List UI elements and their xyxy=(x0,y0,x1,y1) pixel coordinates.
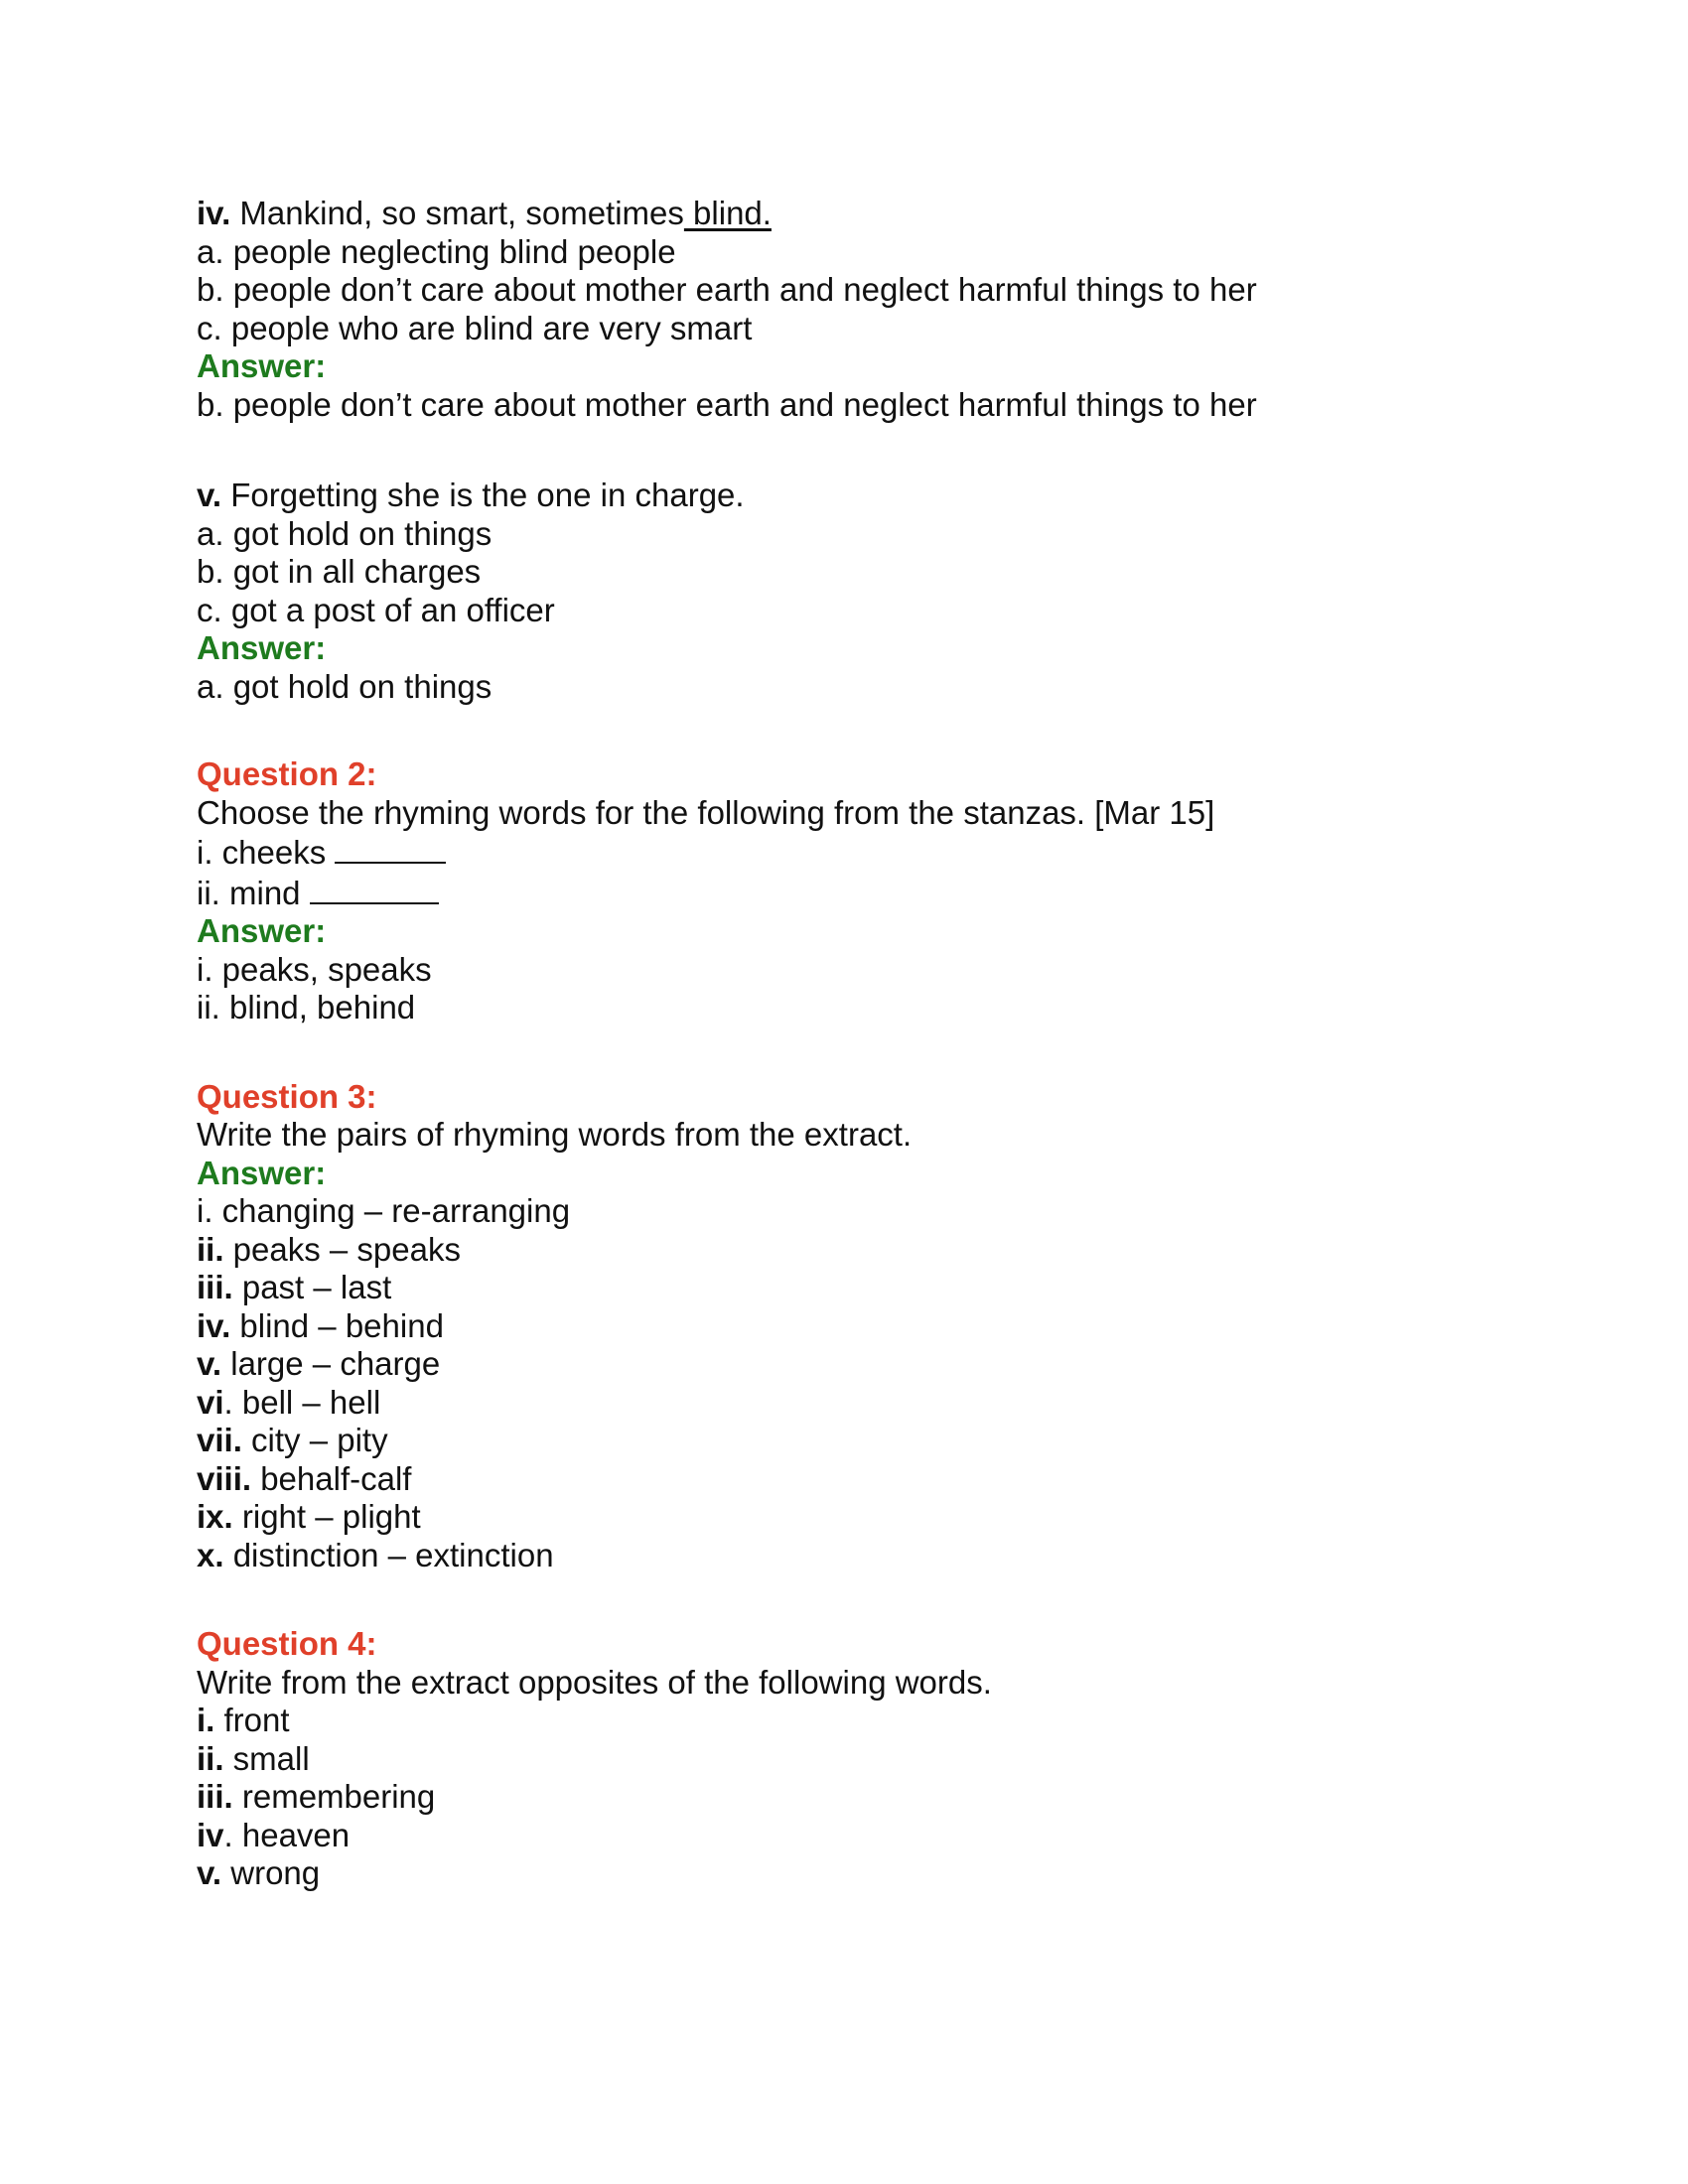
answer-label: Answer: xyxy=(197,912,327,949)
question-prompt: Write the pairs of rhyming words from the extract. xyxy=(197,1116,913,1153)
answer-text: a. got hold on things xyxy=(197,667,492,705)
answer-label: Answer: xyxy=(197,629,327,666)
answer-text: b. people don’t care about mother earth and neglect harmful things to her xyxy=(197,385,1257,423)
stem-text: Mankind, so smart, sometimes xyxy=(230,195,684,231)
pair-text: distinction – extinction xyxy=(223,1536,554,1573)
question-prompt: Write from the extract opposites of the following words. xyxy=(197,1663,992,1701)
fill-in-item xyxy=(197,832,1567,873)
rhyme-pair xyxy=(197,1345,1567,1384)
item-text: wrong xyxy=(221,1854,321,1891)
fill-in-item xyxy=(197,873,1567,913)
item-text: front xyxy=(214,1702,290,1738)
item-number: iv xyxy=(197,1816,224,1853)
option-b: b. people don’t care about mother earth and neglect harmful things to her xyxy=(197,271,1257,308)
question-heading: Question 4: xyxy=(197,1625,377,1662)
question-heading: Question 2: xyxy=(197,755,377,792)
item-number: ii. xyxy=(197,1230,224,1268)
item-number: v. xyxy=(197,1345,222,1382)
item-number: iii. xyxy=(197,1778,233,1815)
rhyme-pair xyxy=(197,1422,1567,1460)
pair-text: peaks – speaks xyxy=(223,1230,461,1268)
item-number: vi xyxy=(197,1383,224,1421)
answer-blank xyxy=(335,832,446,864)
item-number: vii. xyxy=(197,1422,242,1458)
document-content xyxy=(197,195,1567,1893)
opposite-item xyxy=(197,1778,1567,1817)
item-text: small xyxy=(223,1739,310,1777)
pair-text: right – plight xyxy=(232,1498,421,1535)
item-number: x. xyxy=(197,1536,224,1573)
opposite-item xyxy=(197,1854,1567,1893)
answer-label: Answer: xyxy=(197,347,327,384)
question-prompt: Choose the rhyming words for the following from the stanzas. [Mar 15] xyxy=(197,793,1215,831)
rhyme-pair xyxy=(197,1498,1567,1537)
answer-label: Answer: xyxy=(197,1154,327,1191)
option-c: c. people who are blind are very smart xyxy=(197,309,753,346)
pair-text: past – last xyxy=(232,1269,392,1305)
item-number: iii. xyxy=(197,1269,233,1305)
opposite-item xyxy=(197,1740,1567,1779)
rhyme-pair xyxy=(197,1269,1567,1307)
question-heading: Question 3: xyxy=(197,1077,377,1115)
option-a: a. got hold on things xyxy=(197,514,492,552)
pair-text: city – pity xyxy=(241,1422,388,1458)
item-number: i. xyxy=(197,1702,215,1738)
rhyme-pair xyxy=(197,1231,1567,1270)
stem-text: Forgetting she is the one in charge. xyxy=(221,477,745,513)
item-number: iv. xyxy=(197,1306,231,1344)
option-c: c. got a post of an officer xyxy=(197,591,555,628)
question-stem xyxy=(197,195,1567,233)
pair-text: large – charge xyxy=(221,1345,441,1382)
rhyme-pair xyxy=(197,1307,1567,1346)
item-number: iv. xyxy=(197,195,231,231)
rhyme-pair xyxy=(197,1537,1567,1575)
item-text: i. cheeks xyxy=(197,834,336,871)
item-text: . heaven xyxy=(223,1816,351,1853)
rhyme-pair xyxy=(197,1460,1567,1499)
option-a: a. people neglecting blind people xyxy=(197,232,676,270)
opposite-item xyxy=(197,1702,1567,1740)
answer-blank xyxy=(310,873,439,904)
answer-text: ii. blind, behind xyxy=(197,989,416,1025)
rhyme-pair: i. changing – re-arranging xyxy=(197,1192,571,1229)
item-number: ii. xyxy=(197,1739,224,1777)
item-number: viii. xyxy=(197,1459,252,1497)
pair-text: blind – behind xyxy=(230,1306,444,1344)
opposite-item xyxy=(197,1817,1567,1855)
rhyme-pair xyxy=(197,1384,1567,1423)
underlined-word: blind. xyxy=(683,195,772,231)
pair-text: . bell – hell xyxy=(223,1383,381,1421)
item-number: v. xyxy=(197,477,222,513)
item-text: remembering xyxy=(232,1778,436,1815)
pair-text: behalf-calf xyxy=(251,1459,412,1497)
item-number: v. xyxy=(197,1854,222,1891)
item-text: ii. mind xyxy=(197,874,310,911)
answer-text: i. peaks, speaks xyxy=(197,950,432,988)
option-b: b. got in all charges xyxy=(197,553,482,590)
item-number: ix. xyxy=(197,1498,233,1535)
question-stem xyxy=(197,477,1567,515)
